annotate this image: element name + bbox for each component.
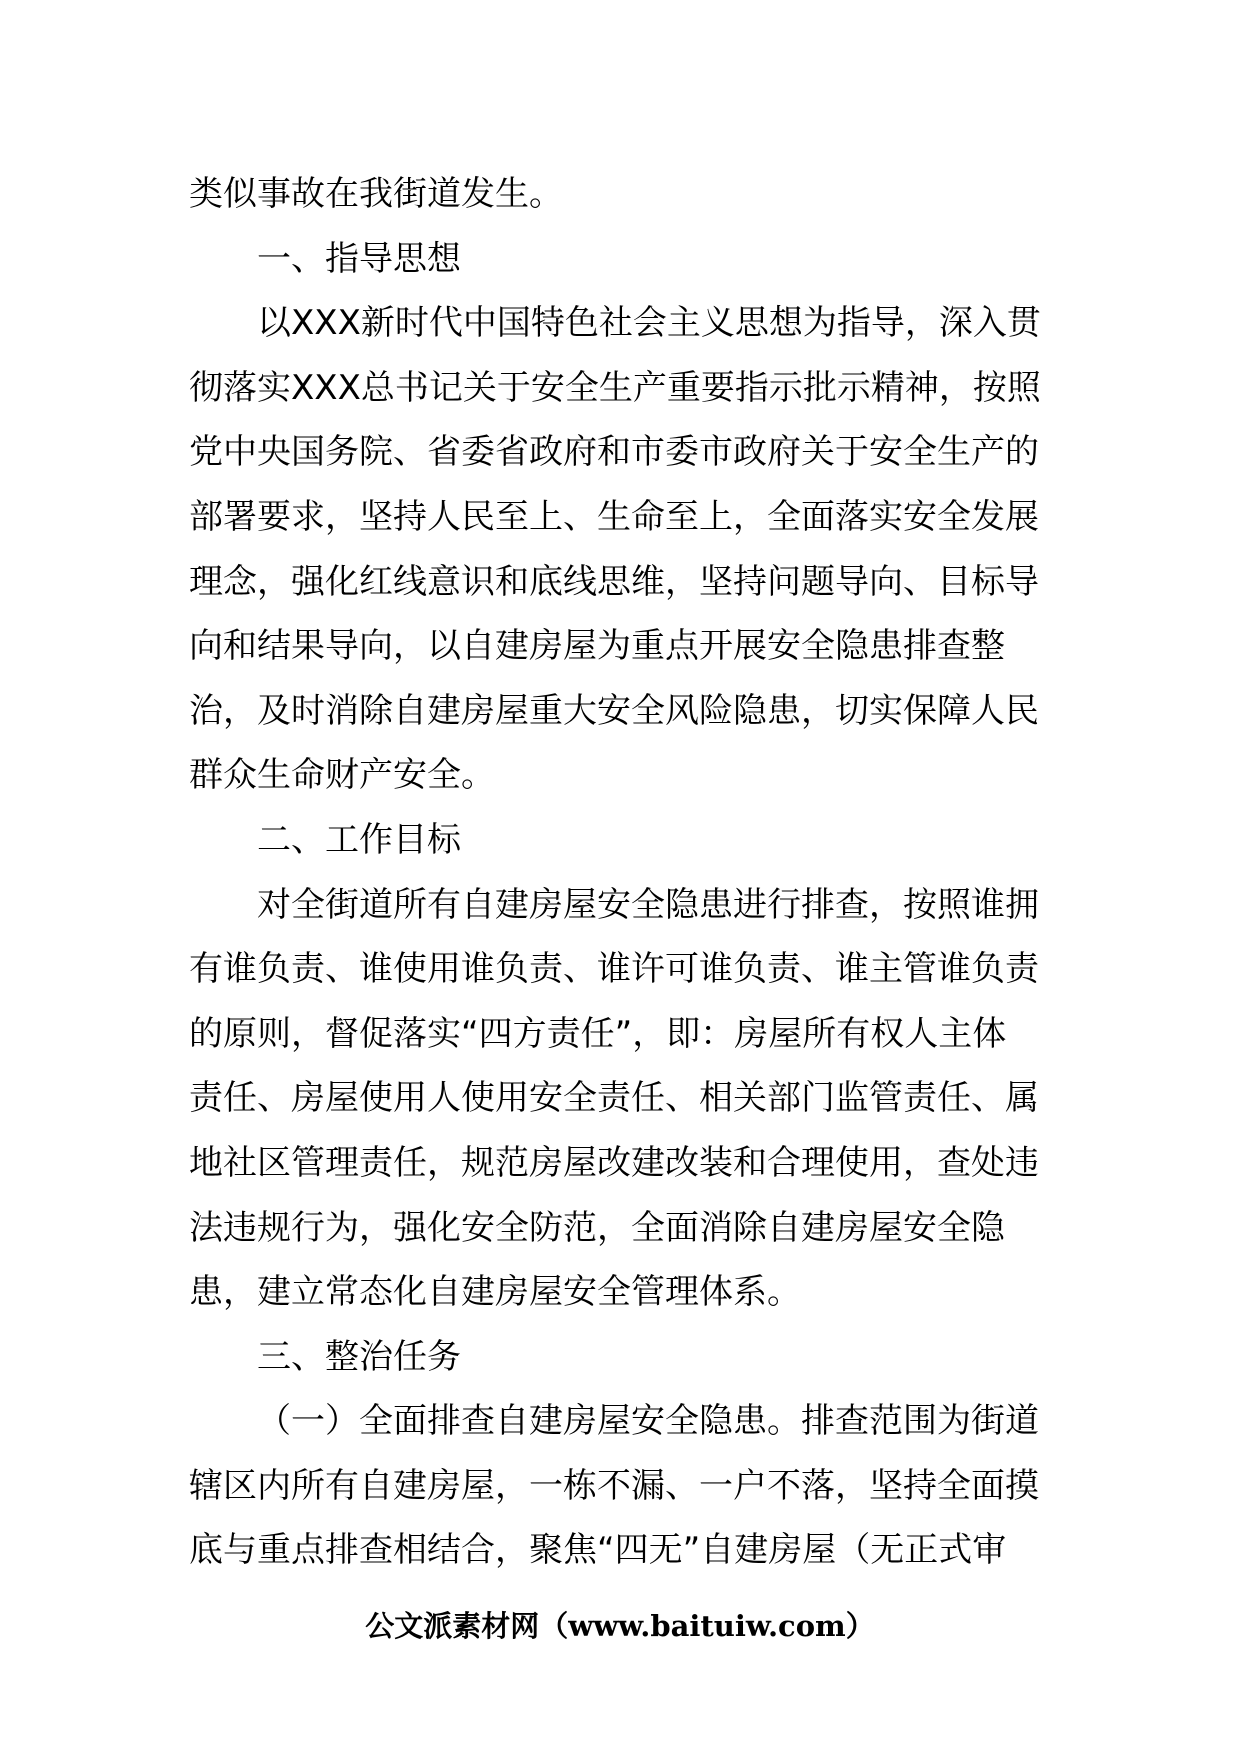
text-line: 理念，强化红线意识和底线思维，坚持问题导向、目标导 (189, 561, 1039, 602)
text-line: 向和结果导向，以自建房屋为重点开展安全隐患排查整 (189, 626, 1005, 667)
text-line: 地社区管理责任，规范房屋改建改装和合理使用，查处违 (189, 1142, 1039, 1183)
section-heading: 二、工作目标 (257, 819, 461, 860)
paragraph-first-line: 以XXX新时代中国特色社会主义思想为指导，深入贯 (257, 303, 1041, 344)
paragraph-first-line: （一）全面排查自建房屋安全隐患。排查范围为街道 (257, 1401, 1039, 1442)
text-line: 法违规行为，强化安全防范，全面消除自建房屋安全隐 (189, 1207, 1005, 1248)
text-line: 责任、房屋使用人使用安全责任、相关部门监管责任、属 (189, 1078, 1039, 1119)
text-line: 有谁负责、谁使用谁负责、谁许可谁负责、谁主管谁负责 (189, 949, 1039, 990)
section-heading: 一、指导思想 (257, 238, 461, 279)
paragraph-first-line: 对全街道所有自建房屋安全隐患进行排查，按照谁拥 (257, 884, 1039, 925)
text-line: 党中央国务院、省委省政府和市委市政府关于安全生产的 (189, 432, 1039, 473)
document-body (189, 162, 1059, 1583)
text-line: 患，建立常态化自建房屋安全管理体系。 (189, 1272, 801, 1313)
section-heading: 三、整治任务 (257, 1336, 461, 1377)
text-line: 彻落实XXX总书记关于安全生产重要指示批示精神，按照 (189, 367, 1041, 408)
text-line: 底与重点排查相结合，聚焦“四无”自建房屋（无正式审 (189, 1530, 1007, 1571)
text-line: 类似事故在我街道发生。 (189, 174, 563, 214)
text-line: 群众生命财产安全。 (189, 755, 495, 796)
text-line: 的原则，督促落实“四方责任”，即：房屋所有权人主体 (189, 1013, 1007, 1054)
text-line: 辖区内所有自建房屋，一栋不漏、一户不落，坚持全面摸 (189, 1465, 1039, 1506)
text-line: 部署要求，坚持人民至上、生命至上，全面落实安全发展 (189, 496, 1039, 537)
footer-watermark: 公文派素材网（www.baituiw.com） (365, 1609, 875, 1643)
text-line: 治，及时消除自建房屋重大安全风险隐患，切实保障人民 (189, 690, 1039, 731)
